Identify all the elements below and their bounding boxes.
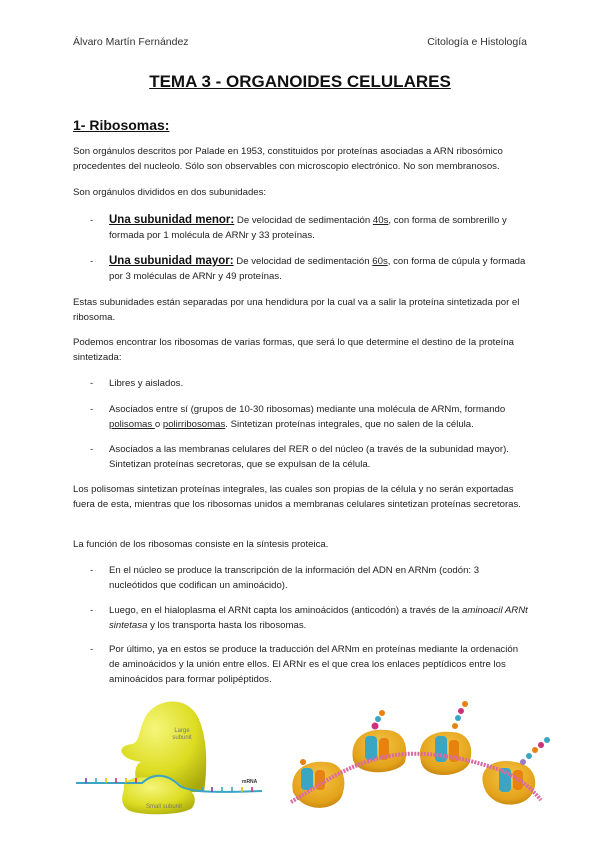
paragraph-intro: Son orgánulos descritos por Palade en 1953, constituidos por proteínas asociadas a ARN ribosómico procedentes del nucleolo. Sólo son observables con microscopio electrónico. No son membranosos. xyxy=(73,146,503,172)
ribosome-2-icon xyxy=(352,710,406,772)
large-subunit-label: Large xyxy=(174,728,190,734)
bullet: - xyxy=(90,256,94,267)
bullet: - xyxy=(90,215,94,226)
ribosome-3-icon xyxy=(420,701,471,775)
sedimentation-value: 60s xyxy=(372,256,388,267)
term-polisomas: polisomas xyxy=(109,419,155,430)
paragraph-forms-intro: Podemos encontrar los ribosomas de varias formas, que será lo que determine el destino de la proteína sintetizada: xyxy=(73,337,515,363)
large-subunit-label-2: subunit xyxy=(172,735,192,741)
term-polirribosomas: polirribosomas xyxy=(162,419,226,430)
subunit-label: Una subunidad menor: xyxy=(109,214,235,226)
paragraph-subunits-intro: Son orgánulos divididos en dos subunidades: xyxy=(73,187,267,198)
ribosome-4-icon xyxy=(482,737,550,805)
bullet: - xyxy=(90,444,94,455)
paragraph-polysomes: Los polisomas sintetizan proteínas integrales, las cuales son propias de la célula y no serán exportadas fuera de esta, mientras que los ribosomas unidos a membranas celulares sintetizan proteínas secretoras. xyxy=(73,484,521,510)
sedimentation-value: 40s xyxy=(372,215,389,226)
author-name: Álvaro Martín Fernández xyxy=(73,36,189,48)
bullet: - xyxy=(90,644,94,655)
bullet: - xyxy=(90,605,94,616)
subject-name: Citología e Histología xyxy=(427,36,527,48)
paragraph-function: La función de los ribosomas consiste en la síntesis proteica. xyxy=(73,539,329,550)
page-header xyxy=(73,36,527,50)
ribosome-figure xyxy=(72,692,272,822)
mrna-label: mRNA xyxy=(242,779,258,785)
bullet: - xyxy=(90,404,94,415)
paragraph-cleft: Estas subunidades están separadas por una hendidura por la cual va a salir la proteína sintetizada por el ribosoma. xyxy=(73,297,520,323)
enzyme-name: aminoacil ARNt sintetasa xyxy=(109,605,528,631)
small-subunit-label: Small subunit xyxy=(145,804,183,810)
polysome-figure xyxy=(285,692,555,822)
bullet: - xyxy=(90,378,94,389)
subunit-label: Una subunidad mayor: xyxy=(109,255,234,267)
bullet: - xyxy=(90,565,94,576)
section-heading: 1- Ribosomas: xyxy=(73,117,170,133)
page-title: TEMA 3 - ORGANOIDES CELULARES xyxy=(149,72,451,91)
